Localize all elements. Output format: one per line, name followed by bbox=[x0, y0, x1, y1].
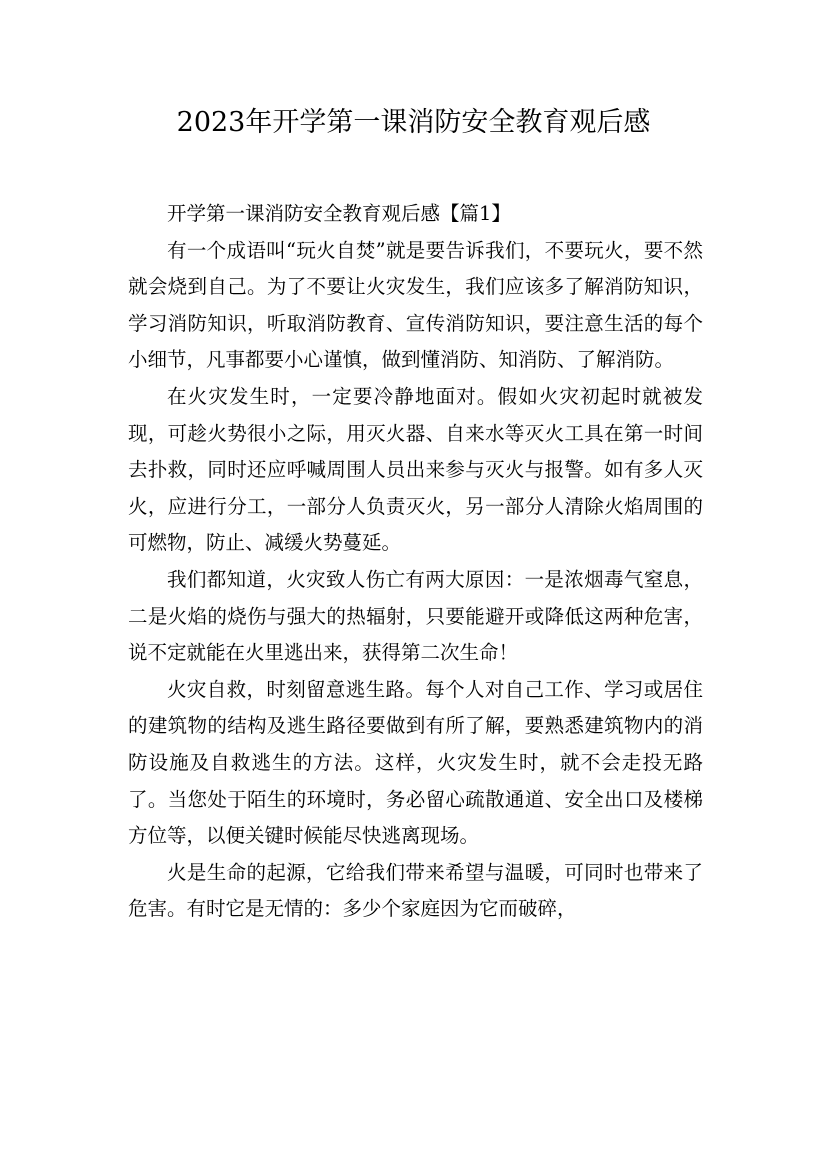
paragraph-4: 火灾自救，时刻留意逃生路。每个人对自己工作、学习或居住的建筑物的结构及逃生路径要做到有所了解，要熟悉建筑物内的消防设施及自救逃生的方法。这样，火灾发生时，就不会走投无路了。当您处于陌生的环境时，务必留心疏散通道、安全出口及楼梯方位等，以便关键时候能尽快逃离现场。 bbox=[128, 677, 703, 848]
paragraph-2: 在火灾发生时，一定要冷静地面对。假如火灾初起时就被发现，可趁火势很小之际，用灭火器、自来水等灭火工具在第一时间去扑救，同时还应呼喊周围人员出来参与灭火与报警。如有多人灭火，应进行分工，一部分人负责灭火，另一部分人清除火焰周围的可燃物，防止、减缓火势蔓延。 bbox=[128, 384, 703, 555]
document-body bbox=[128, 196, 703, 928]
document-title: 2023年开学第一课消防安全教育观后感 bbox=[176, 107, 651, 138]
section-heading: 开学第一课消防安全教育观后感【篇1】 bbox=[167, 202, 511, 225]
paragraph-5: 火是生命的起源，它给我们带来希望与温暖，可同时也带来了危害。有时它是无情的：多少个家庭因为它而破碎， bbox=[128, 860, 703, 921]
paragraph-1: 有一个成语叫“玩火自焚”就是要告诉我们，不要玩火，要不然就会烧到自己。为了不要让火灾发生，我们应该多了解消防知识，学习消防知识，听取消防教育、宣传消防知识，要注意生活的每个小细节，凡事都要小心谨慎，做到懂消防、知消防、了解消防。 bbox=[128, 238, 703, 372]
paragraph-3: 我们都知道，火灾致人伤亡有两大原因：一是浓烟毒气窒息，二是火焰的烧伤与强大的热辐射，只要能避开或降低这两种危害，说不定就能在火里逃出来，获得第二次生命！ bbox=[128, 567, 703, 665]
